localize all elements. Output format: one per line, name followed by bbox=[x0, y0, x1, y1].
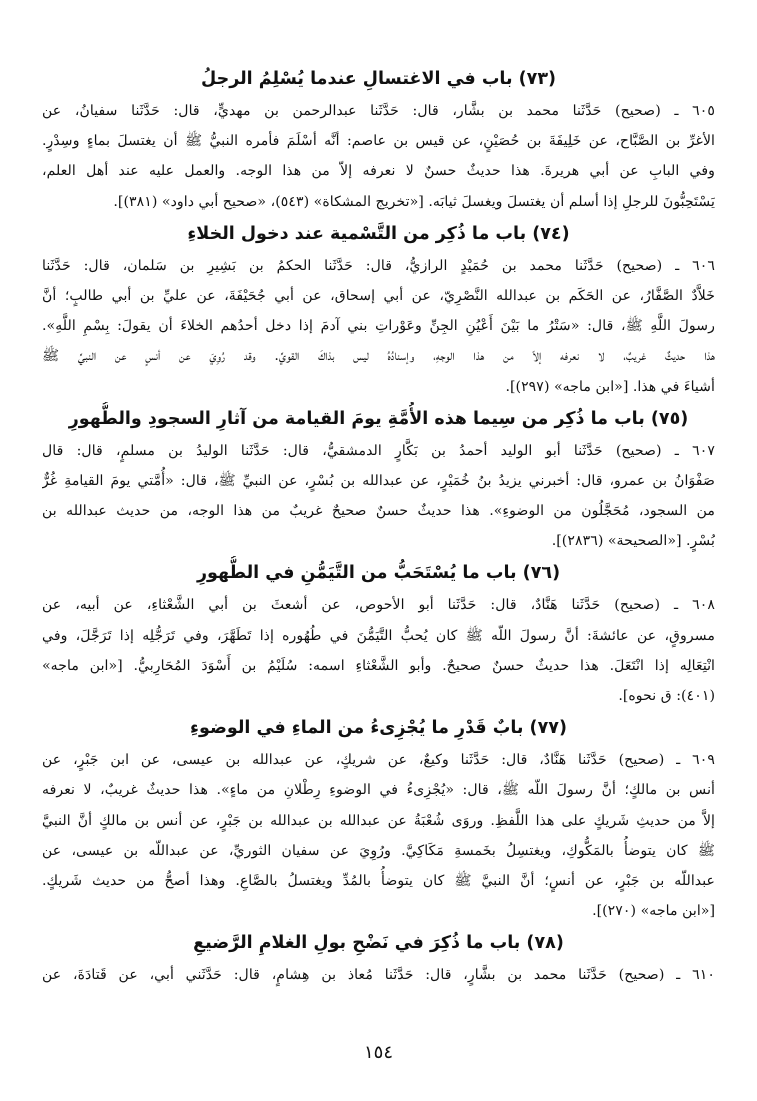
text-line: (٤٠١): ق نحوه]. bbox=[618, 688, 715, 704]
hadith-609 bbox=[42, 745, 715, 926]
text-line: هذا حديثٌ غريبٌ، لا نعرفه إلاّ من هذا الوجهِ، وإسنادُهُ ليس بذاكَ القويِّ. وقد رُوِيَ عن أنسٍ عن النبيِّ ﷺ bbox=[42, 348, 715, 365]
text-line: انْتِعَالِه إذا انْتَعَلَ. هذا حديثٌ حسنٌ صحيحٌ. وأبو الشَّعْثاءِ اسمه: سُلَيْمُ بن أَسْوَدَ المُحَارِبيُّ. [«ابن ماجه» bbox=[42, 657, 715, 674]
text-line: وفي البابِ عن أبي هريرةَ. هذا حديثٌ حسنٌ لا نعرفه إلاّ من هذا الوجه. والعمل عليه عند أهل العلم، bbox=[42, 163, 715, 180]
text-line: إلاَّ من حديثِ شَريكٍ على هذا اللَّفظِ. وروَى شُعْبَةُ عن عبدالله بن عبدالله بن جَبْرٍ، عن أنس بن مالكٍ أنَّ النبيَّ bbox=[42, 812, 715, 829]
text-line: بُسْرٍ. [«الصحيحة» (٢٨٣٦)]. bbox=[551, 533, 715, 550]
text-line: ٦١٠ ـ (صحيح) حَدَّثَنا محمد بن بشَّارٍ، قال: حَدَّثَنا مُعاذ بن هِشامٍ، قال: حَدَّثَني أبي، عن قَتادَةَ، عن bbox=[42, 967, 715, 984]
text-line: ٦٠٦ ـ (صحيح) حَدَّثَنا محمد بن حُمَيْدٍ الرازيُّ، قال: حَدَّثَنا الحكمُ بن بَشِيرِ بن سَلمان، قال: حَدَّثَنا bbox=[42, 257, 715, 274]
text-line: يَسْتَحِبُّونَ للرجلِ إذا أسلم أن يغتسلَ ويغسلَ ثيابَه. [«تخريج المشكاة» (٥٤٣)، «صحيح أبي داود» (٣٨١)]. bbox=[113, 193, 715, 210]
chapter-73-heading: (٧٣) باب في الاغتسالِ عندما يُسْلِمُ الرجلُ bbox=[200, 69, 557, 89]
text-line: خَلاَّدٌ الصَّفَّارُ، عن الحَكَم بن عبدالله النَّصْرِيّ، عن أبي إسحاق، عن أبي جُحَيْفَةَ، عن عليِّ بن أبي طالبٍ؛ أنَّ bbox=[42, 287, 715, 304]
hadith-608 bbox=[42, 590, 715, 711]
hadith-607 bbox=[42, 436, 715, 557]
text-line: ٦٠٨ ـ (صحيح) حَدَّثَنا هَنَّادٌ، قال: حَدَّثَنا أبو الأحوص، عن أشعثَ بن أبي الشَّعْثاءِ، عن أبيه، عن bbox=[42, 597, 715, 614]
text-line: صَفْوَانُ بن عمرو، قال: أخبرني يزيدُ بنُ خُمَيْرٍ، عن عبدالله بن بُسْرٍ، عن النبيِّ ﷺ، قال: «أُمَّتي يومَ القيامةِ غُرٌّ bbox=[42, 472, 715, 489]
chapter-74-heading: (٧٤) باب ما ذُكِر من التَّسْمية عند دخول الخلاءِ bbox=[187, 223, 570, 244]
chapter-78-heading: (٧٨) باب ما ذُكِرَ في نَضْحِ بولِ الغلامِ الرَّضيعِ bbox=[193, 933, 564, 954]
text-line: [«ابن ماجه» (٢٧٠)]. bbox=[592, 903, 715, 920]
text-line: ﷺ كان يتوضأُ بالمَكُّوكِ، ويغتسِلُ بخَمسةِ مَكَاكِيَّ. ورُوِيَ عن سفيان الثوريِّ، عن عبداللّه بن عيسى، عن bbox=[42, 842, 715, 859]
text-line: أشياءَ في هذا. [«ابن ماجه» (٢٩٧)]. bbox=[505, 378, 715, 395]
chapter-75-heading: (٧٥) باب ما ذُكِر من سِيما هذه الأُمَّةِ يومَ القيامة من آثارِ السجودِ والطُّهورِ bbox=[68, 408, 689, 429]
text-line: من السجود، مُحَجَّلُون من الوضوءِ». هذا حديثٌ حسنٌ صحيحٌ غريبٌ من هذا الوجه، من حديث عبدالله بن bbox=[42, 503, 715, 520]
text-line: ٦٠٩ ـ (صحيح) حَدَّثَنا هَنَّادٌ، قال: حَدَّثَنا وكيعٌ، عن شريكٍ، عن عبدالله بن عيسى، عن ابن جَبْرٍ، عن bbox=[42, 752, 715, 769]
text-line: الأغرِّ بن الصَّبَّاح، عن خَلِيفَةَ بن حُصَيْنٍ، عن قيس بن عاصم: أنَّه أسْلَمَ فأمره النبيُّ ﷺ أن يغتسلَ بماءٍ وسِدْرٍ. bbox=[42, 133, 715, 150]
hadith-606 bbox=[42, 251, 715, 402]
text-line: أنس بن مالكٍ؛ أنَّ رسولَ اللّه ﷺ، قال: «يُجْزِىءُ في الوضوءِ رِطْلانِ من ماءٍ». هذا حديثٌ غريبٌ، لا نعرفه bbox=[42, 782, 715, 799]
page-number: ١٥٤ bbox=[363, 1042, 393, 1063]
hadith-610 bbox=[42, 960, 715, 990]
text-line: مسروقٍ، عن عائشةَ: أنَّ رسولَ اللّه ﷺ كان يُحبُّ التَّيَمُّنَ في طُهُوره إذا تَطَهَّرَ، وفي تَرَجُّلِه إذا تَرَجَّلَ، وفي bbox=[42, 627, 715, 644]
chapter-77-heading: (٧٧) بابٌ قَدْرِ ما يُجْزِىءُ من الماءِ في الوضوءِ bbox=[190, 718, 567, 739]
text-line: ٦٠٥ ـ (صحيح) حَدَّثَنا محمد بن بشَّار، قال: حَدَّثَنا عبدالرحمن بن مهديٍّ، قال: حَدَّثَنا سفيانُ، عن bbox=[42, 103, 715, 119]
text-line: عبداللّه بن جَبْرٍ، عن أنسٍ؛ أنَّ النبيَّ ﷺ كان يتوضأُ بالمُدِّ ويغتسلُ بالصَّاعِ. وهذا أصحُّ من حديث شَريكٍ. bbox=[42, 872, 715, 889]
chapter-76-heading: (٧٦) باب ما يُسْتَحَبُّ من التَّيَمُّنِ في الطُّهورِ bbox=[196, 563, 561, 584]
hadith-605 bbox=[42, 96, 715, 217]
text-line: رسولَ اللَّهِ ﷺ، قال: «سَتْرُ ما بَيْنَ أَعْيُنِ الجِنِّ وعَوْراتِ بني آدمَ إذا دخل أحدُهم الخلاءَ أن يقولَ: بِسْمِ اللَّهِ». bbox=[42, 318, 715, 335]
text-line: ٦٠٧ ـ (صحيح) حَدَّثَنا أبو الوليد أحمدُ بن بَكَّارٍ الدمشقيُّ، قال: حَدَّثَنا الوليدُ بن مسلمٍ، قال: قال bbox=[42, 442, 715, 459]
